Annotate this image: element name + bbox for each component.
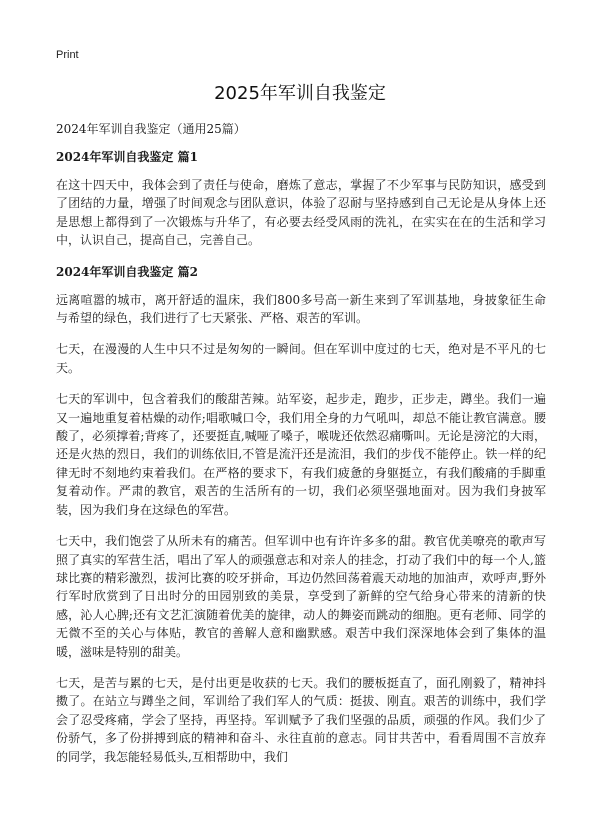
paragraph: 在这十四天中，我体会到了责任与使命，磨炼了意志，掌握了不少军事与民防知识，感受到了团结的力量，增强了时间观念与团队意识，体验了忍耐与坚持感到自己无论是从身体上还是思想上都得到了一次锻炼与升华了，有必要去经受风雨的洗礼，在实实在在的生活和学习中，认识自己，提高自己，完善自己。 bbox=[56, 178, 546, 248]
section-heading: 2024年军训自我鉴定 篇2 bbox=[56, 264, 198, 279]
print-label: Print bbox=[56, 49, 79, 61]
document-body bbox=[56, 120, 546, 779]
section-1 bbox=[56, 148, 546, 250]
section-heading: 2024年军训自我鉴定 篇1 bbox=[56, 150, 198, 164]
document-title: 2025年军训自我鉴定 bbox=[214, 83, 386, 104]
paragraph: 七天，是苦与累的七天，是付出更是收获的七天。我们的腰板挺直了，面孔刚毅了，精神抖擞了。在站立与蹲坐之间，军训给了我们军人的气质：挺拔、刚直。艰苦的训练中，我们学会了忍受疼痛，学会了坚持，再坚持。军训赋予了我们坚强的品质，顽强的作风。我们少了份骄气，多了份拼搏到底的精神和奋斗、永往直前的意志。同甘共苦中，看看周围不言放弃的同学，我怎能轻易低头,互相帮助中，我们 bbox=[56, 675, 546, 764]
paragraph: 七天中，我们饱尝了从所未有的痛苦。但军训中也有许许多多的甜。教官优美嘹亮的歌声写照了真实的军营生活，唱出了军人的顽强意志和对亲人的挂念，打动了我们中的每一个人,篮球比赛的精彩激烈，拔河比赛的咬牙拼命，耳边仍然回荡着震天动地的加油声，欢呼声,野外行军时欣赏到了日出时分的田园别致的美景，享受到了新鲜的空气给身心带来的清新的快感，沁人心脾;还有文艺汇演随着优美的旋律，动人的舞姿而跳动的细胞。更有老师、同学的无微不至的关心与体贴，教官的善解人意和幽默感。艰苦中我们深深地体会到了集体的温暖，滋味是特别的甜美。 bbox=[56, 534, 546, 659]
paragraph: 七天，在漫漫的人生中只不过是匆匆的一瞬间。但在军训中度过的七天，绝对是不平凡的七天。 bbox=[56, 342, 546, 375]
paragraph: 七天的军训中，包含着我们的酸甜苦辣。站军姿，起步走，跑步，正步走，蹲坐。我们一遍又一遍地重复着枯燥的动作;唱歌喊口令，我们用全身的力气吼叫，却总不能让教官满意。腰酸了，必须撑着;背疼了，还要挺直,喊哑了嗓子，喉咙还依然忍痛嘶叫。无论是滂沱的大雨，还是火热的烈日，我们的训练依旧,不管是流汗还是流泪，我们的步伐不能停止。铁一样的纪律无时不刻地约束着我们。在严格的要求下，有我们疲惫的身躯挺立，有我们酸痛的手脚重复着动作。严肃的教官，艰苦的生活所有的一切，我们必须坚强地面对。因为我们身披军装，因为我们身在这绿色的军营。 bbox=[56, 392, 546, 517]
document-subtitle: 2024年军训自我鉴定（通用25篇） bbox=[56, 122, 246, 136]
paragraph: 远离喧嚣的城市，离开舒适的温床，我们800多号高一新生来到了军训基地，身披象征生命与希望的绿色，我们进行了七天紧张、严格、艰苦的军训。 bbox=[56, 292, 546, 326]
section-2 bbox=[56, 263, 546, 766]
